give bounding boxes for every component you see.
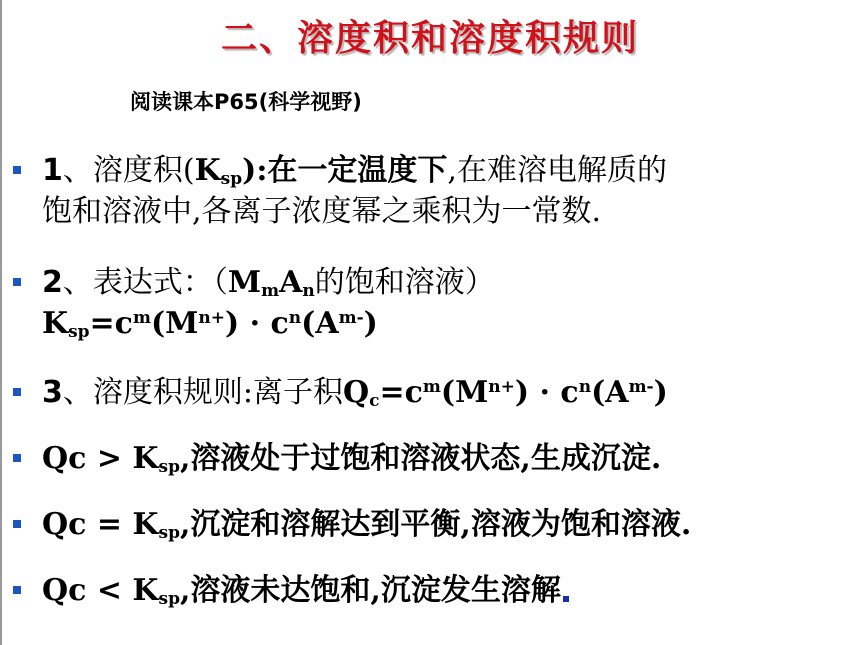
item-number: 3 [42,375,63,410]
formula-part: (M [440,375,489,410]
formula-sup: n+ [488,377,515,397]
item-separator: 、表达式： [62,265,213,300]
bullet-item-solubility-product [42,150,852,232]
end-period-mark [563,596,569,602]
formula-part: (A [301,306,339,341]
formula-m-sub: m [261,281,280,301]
item-separator: 、 [62,153,93,188]
item-text-line2: 饱和溶液中,各离子浓度幂之乘积为一常数. [42,194,602,229]
bullet-item-qc-greater [42,438,852,479]
formula-eq: =c [379,375,423,410]
slide-title: 二、溶度积和溶度积规则 [220,18,639,59]
bullet-item-qc-less [42,570,852,611]
formula-part: ) · c [224,306,289,341]
ksp-subscript: sp [158,523,180,543]
formula-sup: m [132,308,151,328]
formula-part: ) [653,375,668,410]
comparison-text: Qc = K [42,507,159,542]
item-number: 2 [42,265,63,300]
bullet-square-icon [13,166,21,174]
formula-sup: m- [338,308,364,328]
slide-left-border [0,0,2,645]
item-text: ):在一定温度下 [242,153,448,188]
ksp-subscript: sp [158,457,180,477]
formula-sup: n [578,377,592,397]
comparison-text: Qc > K [42,441,159,476]
bullet-square-icon [13,454,21,462]
item-text: 的饱和溶液） [314,265,495,300]
qc-symbol: Q [342,375,370,410]
paren-open: （ [212,265,228,300]
formula-part: (M [150,306,199,341]
formula-sup: m- [628,377,654,397]
formula-sup: n [288,308,302,328]
ksp-symbol: K [194,153,221,188]
item-text: 溶度积( [92,153,195,188]
comparison-text: Qc < K [42,573,159,608]
formula-part: (A [591,375,629,410]
item-text: ,沉淀和溶解达到平衡,溶液为饱和溶液. [179,507,692,542]
item-text: ,溶液未达饱和,沉淀发生溶解 [179,573,561,608]
ksp-subscript: sp [68,322,90,342]
formula-part: ) [363,306,378,341]
formula-m: M [227,265,262,300]
formula-sup: m [422,377,441,397]
slide-subtitle: 阅读课本P65(科学视野) [130,90,362,114]
bullet-square-icon [13,278,21,286]
formula-a-sub: n [302,281,315,301]
formula-a: A [279,265,303,300]
bullet-square-icon [13,520,21,528]
bullet-square-icon [13,586,21,594]
bullet-item-rule [42,372,852,413]
item-number: 1 [42,153,63,188]
bullet-item-expression [42,262,852,344]
formula-eq: =c [89,306,133,341]
ksp-subscript: sp [220,169,243,189]
formula-sup: n+ [198,308,225,328]
item-text: 、溶度积规则:离子积 [62,375,343,410]
ksp-symbol: K [42,306,69,341]
formula-part: ) · c [514,375,579,410]
item-text: ,溶液处于过饱和溶液状态,生成沉淀. [179,441,662,476]
bullet-square-icon [13,388,21,396]
qc-subscript: c [369,391,380,411]
bullet-item-qc-equal [42,504,852,545]
item-text: ,在难溶电解质的 [447,153,667,188]
ksp-subscript: sp [158,589,180,609]
